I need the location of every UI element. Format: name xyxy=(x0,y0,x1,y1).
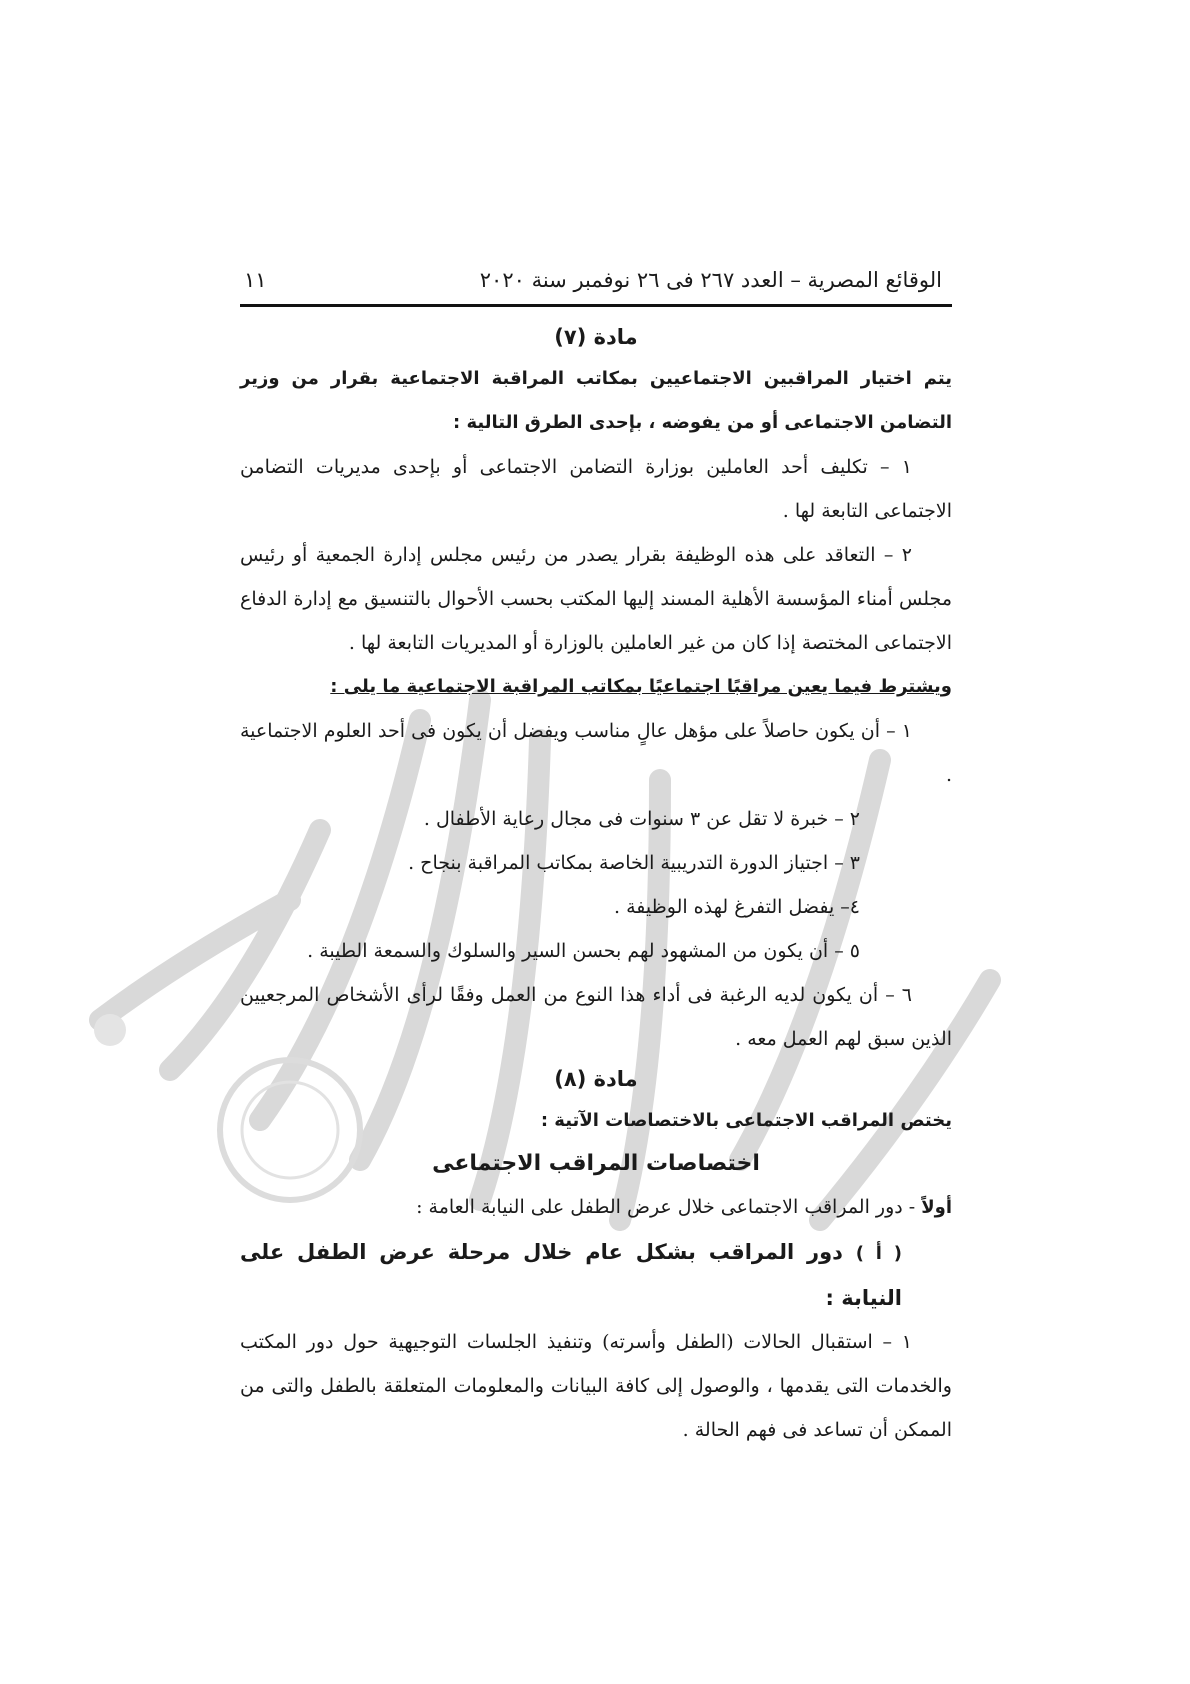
document-body xyxy=(240,325,952,1452)
page-header xyxy=(240,268,952,307)
article-8-heading: مادة (٨) xyxy=(554,1067,638,1091)
first-role-text: - دور المراقب الاجتماعى خلال عرض الطفل على النيابة العامة : xyxy=(416,1196,922,1218)
condition-2: ٢ – خبرة لا تقل عن ٣ سنوات فى مجال رعاية الأطفال . xyxy=(423,808,860,830)
sub-role-text: دور المراقب بشكل عام خلال مرحلة عرض الطفل على النيابة : xyxy=(240,1240,902,1310)
condition-4: ٤– يفضل التفرغ لهذه الوظيفة . xyxy=(614,896,860,918)
sub-role-line xyxy=(240,1230,952,1320)
condition-1: ١ – أن يكون حاصلاً على مؤهل عالٍ مناسب ويفضل أن يكون فى أحد العلوم الاجتماعية . xyxy=(240,720,952,786)
article-8-intro: يختص المراقب الاجتماعى بالاختصاصات الآتية : xyxy=(540,1110,952,1131)
article-7-intro: يتم اختيار المراقبين الاجتماعيين بمكاتب المراقبة الاجتماعية بقرار من وزير التضامن الاجتماعى أو من يفوضه ، بإحدى الطرق التالية : xyxy=(240,368,952,433)
condition-5: ٥ – أن يكون من المشهود لهم بحسن السير والسلوك والسمعة الطيبة . xyxy=(307,940,860,962)
document-page xyxy=(240,268,952,1452)
first-role-line xyxy=(240,1185,952,1230)
gazette-title: الوقائع المصرية – العدد ٢٦٧ فى ٢٦ نوفمبر سنة ٢٠٢٠ xyxy=(479,268,942,292)
section-title: اختصاصات المراقب الاجتماعى xyxy=(432,1151,760,1176)
condition-6: ٦ – أن يكون لديه الرغبة فى أداء هذا النوع من العمل وفقًا لرأى الأشخاص المرجعيين الذين سبق لهم العمل معه . xyxy=(240,984,952,1050)
method-2: ٢ – التعاقد على هذه الوظيفة بقرار يصدر من رئيس مجلس إدارة الجمعية أو رئيس مجلس أمناء المؤسسة الأهلية المسند إليها المكتب بحسب الأحوال بالتنسيق مع إدارة الدفاع الاجتماعى المختصة إذا كان من غير العاملين بالوزارة أو المديريات التابعة لها . xyxy=(240,544,952,654)
method-1: ١ – تكليف أحد العاملين بوزارة التضامن الاجتماعى أو بإحدى مديريات التضامن الاجتماعى التابعة لها . xyxy=(240,456,952,522)
article-7-heading: مادة (٧) xyxy=(554,325,638,349)
first-label: أولاً xyxy=(921,1197,952,1218)
role-item-1: ١ – استقبال الحالات (الطفل وأسرته) وتنفيذ الجلسات التوجيهية حول دور المكتب والخدمات التى يقدمها ، والوصول إلى كافة البيانات والمعلومات المتعلقة بالطفل والتى من الممكن أن تساعد فى فهم الحالة . xyxy=(240,1331,952,1441)
page-number: ١١ xyxy=(244,268,267,292)
condition-3: ٣ – اجتياز الدورة التدريبية الخاصة بمكاتب المراقبة بنجاح . xyxy=(408,852,860,874)
conditions-heading: ويشترط فيما يعين مراقبًا اجتماعيًا بمكاتب المراقبة الاجتماعية ما يلى : xyxy=(330,676,952,697)
sub-marker: ( أ ) xyxy=(855,1243,902,1264)
